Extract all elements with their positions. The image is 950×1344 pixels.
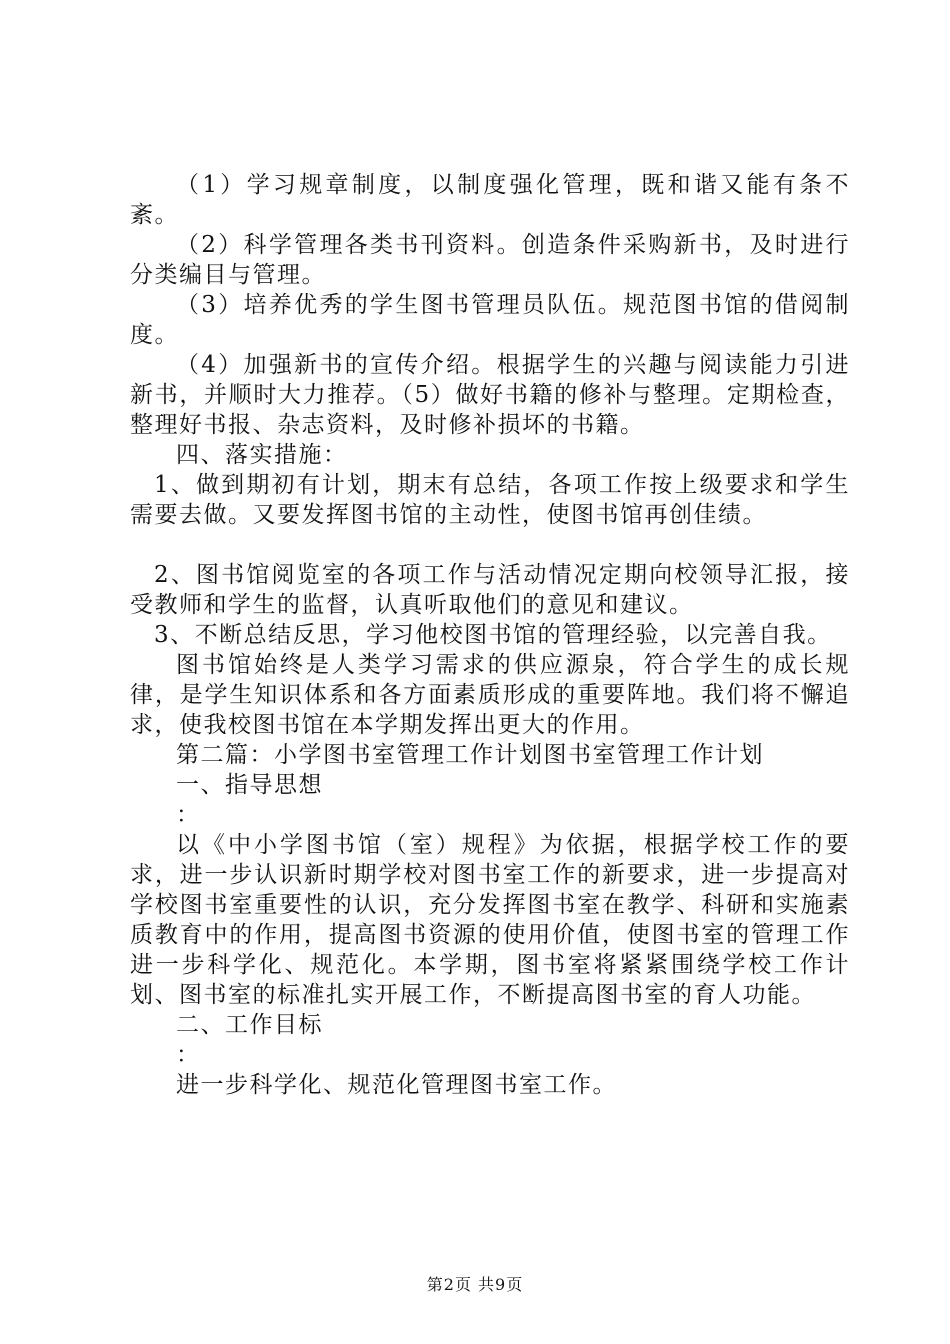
page-number-footer: 第2页 共9页 <box>426 1275 524 1294</box>
section-heading-guiding-thought: 一、指导思想 <box>176 772 323 798</box>
paragraph-conclusion: 图书馆始终是人类学习需求的供应源泉，符合学生的成长规律，是学生知识体系和各方面素质形成的重要阵地。我们将不懈追求，使我校图书馆在本学期发挥出更大的作用。 <box>130 652 850 738</box>
section-heading-measures: 四、落实措施： <box>176 442 348 468</box>
paragraph-work-goals: 进一步科学化、规范化管理图书室工作。 <box>176 1072 617 1098</box>
part-two-title: 第二篇：小学图书室管理工作计划图书室管理工作计划 <box>176 742 764 768</box>
paragraph-measure-2: 2、图书馆阅览室的各项工作与活动情况定期向校领导汇报，接受教师和学生的监督，认真听取他们的意见和建议。 <box>130 562 850 618</box>
colon-line: ： <box>176 802 201 828</box>
paragraph-rule-3: （3）培养优秀的学生图书管理员队伍。规范图书馆的借阅制度。 <box>130 292 850 348</box>
paragraph-gap <box>130 530 850 560</box>
colon-line: ： <box>176 1042 201 1068</box>
paragraph-rule-4: （4）加强新书的宣传介绍。根据学生的兴趣与阅读能力引进新书，并顺时大力推荐。（5）做好书籍的修补与整理。定期检查，整理好书报、杂志资料，及时修补损坏的书籍。 <box>130 352 850 438</box>
paragraph-measure-3: 3、不断总结反思，学习他校图书馆的管理经验，以完善自我。 <box>154 622 832 648</box>
paragraph-rule-2: （2）科学管理各类书刊资料。创造条件采购新书，及时进行分类编目与管理。 <box>130 232 850 288</box>
paragraph-rule-1: （1）学习规章制度，以制度强化管理，既和谐又能有条不紊。 <box>130 172 850 228</box>
paragraph-measure-1: 1、做到期初有计划，期末有总结，各项工作按上级要求和学生需要去做。又要发挥图书馆的主动性，使图书馆再创佳绩。 <box>130 472 850 528</box>
section-heading-work-goals: 二、工作目标 <box>176 1012 323 1038</box>
paragraph-guiding-thought: 以《中小学图书馆（室）规程》为依据，根据学校工作的要求，进一步认识新时期学校对图书室工作的新要求，进一步提高对学校图书室重要性的认识，充分发挥图书室在教学、科研和实施素质教育中的作用，提高图书资源的使用价值，使图书室的管理工作进一步科学化、规范化。本学期，图书室将紧紧围绕学校工作计划、图书室的标准扎实开展工作，不断提高图书室的育人功能。 <box>130 832 850 1008</box>
document-body <box>130 170 850 1100</box>
